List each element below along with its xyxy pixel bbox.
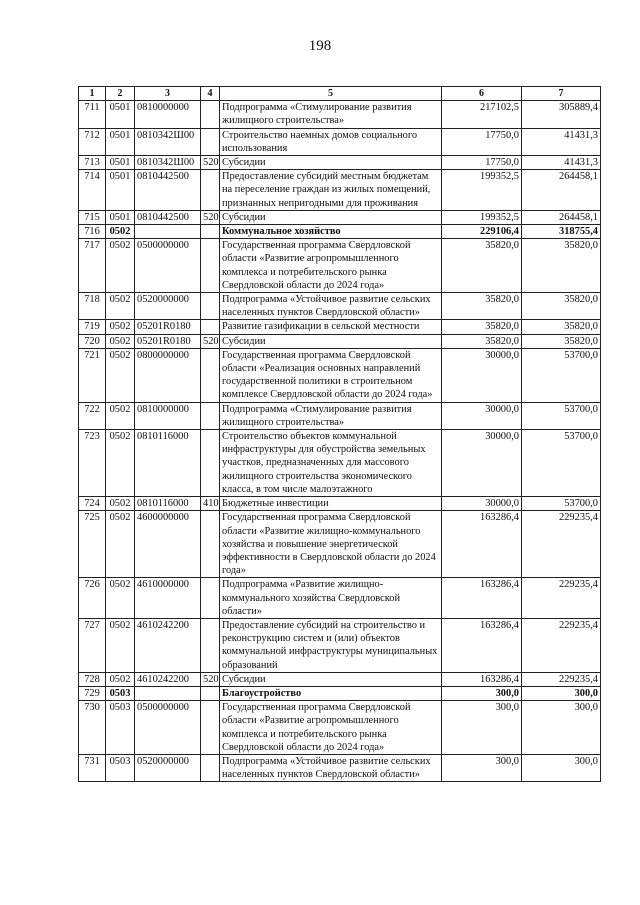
section-code: 0502 (106, 497, 135, 511)
header-cell: 7 (522, 87, 601, 101)
target-code: 05201R0180 (135, 320, 201, 334)
amount-year-2: 229235,4 (522, 511, 601, 578)
expense-type (201, 511, 220, 578)
table-row (79, 578, 601, 619)
section-code: 0501 (106, 170, 135, 211)
target-code: 0810442500 (135, 210, 201, 224)
expense-type (201, 293, 220, 320)
item-name: Предоставление субсидий местным бюджетам на переселение граждан из жилых помещений, признанных непригодными для проживания (220, 170, 442, 211)
item-name: Подпрограмма «Стимулирование развития жилищного строительства» (220, 101, 442, 128)
expense-type (201, 754, 220, 781)
amount-year-1: 163286,4 (442, 672, 522, 686)
row-number: 712 (79, 128, 106, 155)
table-row (79, 128, 601, 155)
item-name: Государственная программа Свердловской области «Развитие жилищно-коммунального хозяйства и повышение энергетической эффективности в Свердловской области до 2024 года» (220, 511, 442, 578)
amount-year-1: 217102,5 (442, 101, 522, 128)
table-row (79, 170, 601, 211)
row-number: 720 (79, 334, 106, 348)
target-code: 4610242200 (135, 672, 201, 686)
page-number: 198 (308, 38, 332, 54)
amount-year-1: 35820,0 (442, 320, 522, 334)
item-name: Строительство объектов коммунальной инфраструктуры для обустройства земельных участков, предназначенных для массового жилищного строительства экономического класса, в том числе малоэтажного (220, 430, 442, 497)
item-name: Государственная программа Свердловской области «Развитие агропромышленного комплекса и потребительского рынка Свердловской области до 2024 года» (220, 701, 442, 755)
section-code: 0502 (106, 334, 135, 348)
expense-type (201, 402, 220, 429)
header-cell: 6 (442, 87, 522, 101)
header-cell: 2 (106, 87, 135, 101)
expense-type: 520 (201, 210, 220, 224)
target-code: 0520000000 (135, 754, 201, 781)
amount-year-1: 300,0 (442, 686, 522, 700)
table-row (79, 156, 601, 170)
target-code: 0810000000 (135, 402, 201, 429)
amount-year-1: 199352,5 (442, 170, 522, 211)
amount-year-1: 163286,4 (442, 618, 522, 672)
row-number: 715 (79, 210, 106, 224)
amount-year-2: 229235,4 (522, 578, 601, 619)
section-code: 0503 (106, 701, 135, 755)
section-code: 0502 (106, 348, 135, 402)
amount-year-1: 30000,0 (442, 430, 522, 497)
amount-year-1: 17750,0 (442, 156, 522, 170)
item-name: Строительство наемных домов социального использования (220, 128, 442, 155)
table-row (79, 225, 601, 239)
item-name: Субсидии (220, 334, 442, 348)
amount-year-2: 264458,1 (522, 170, 601, 211)
row-number: 729 (79, 686, 106, 700)
budget-table (78, 86, 601, 782)
row-number: 721 (79, 348, 106, 402)
row-number: 730 (79, 701, 106, 755)
header-cell: 1 (79, 87, 106, 101)
expense-type (201, 430, 220, 497)
amount-year-1: 300,0 (442, 701, 522, 755)
header-cell: 5 (220, 87, 442, 101)
item-name: Субсидии (220, 156, 442, 170)
expense-type: 520 (201, 156, 220, 170)
target-code: 0500000000 (135, 239, 201, 293)
amount-year-2: 300,0 (522, 686, 601, 700)
amount-year-2: 305889,4 (522, 101, 601, 128)
row-number: 725 (79, 511, 106, 578)
amount-year-1: 17750,0 (442, 128, 522, 155)
amount-year-2: 53700,0 (522, 430, 601, 497)
header-cell: 4 (201, 87, 220, 101)
table-row (79, 101, 601, 128)
item-name: Развитие газификации в сельской местности (220, 320, 442, 334)
row-number: 718 (79, 293, 106, 320)
row-number: 716 (79, 225, 106, 239)
target-code (135, 225, 201, 239)
section-code: 0501 (106, 101, 135, 128)
table-row (79, 320, 601, 334)
section-code: 0502 (106, 618, 135, 672)
amount-year-1: 163286,4 (442, 511, 522, 578)
table-row (79, 701, 601, 755)
amount-year-2: 300,0 (522, 701, 601, 755)
amount-year-2: 229235,4 (522, 672, 601, 686)
section-code: 0502 (106, 430, 135, 497)
table-row (79, 672, 601, 686)
section-code: 0501 (106, 156, 135, 170)
expense-type (201, 578, 220, 619)
section-code: 0502 (106, 578, 135, 619)
target-code: 0810116000 (135, 430, 201, 497)
target-code: 0500000000 (135, 701, 201, 755)
expense-type (201, 239, 220, 293)
amount-year-2: 35820,0 (522, 320, 601, 334)
amount-year-2: 41431,3 (522, 128, 601, 155)
expense-type (201, 686, 220, 700)
amount-year-1: 30000,0 (442, 402, 522, 429)
item-name: Подпрограмма «Стимулирование развития жилищного строительства» (220, 402, 442, 429)
row-number: 722 (79, 402, 106, 429)
section-code: 0502 (106, 239, 135, 293)
table-row (79, 754, 601, 781)
item-name: Подпрограмма «Устойчивое развитие сельских населенных пунктов Свердловской области» (220, 754, 442, 781)
row-number: 713 (79, 156, 106, 170)
amount-year-2: 53700,0 (522, 497, 601, 511)
table-row (79, 348, 601, 402)
amount-year-2: 264458,1 (522, 210, 601, 224)
item-name: Государственная программа Свердловской области «Реализация основных направлений государственной политики в строительном комплексе Свердловской области до 2024 года» (220, 348, 442, 402)
row-number: 711 (79, 101, 106, 128)
amount-year-2: 35820,0 (522, 293, 601, 320)
table-row (79, 402, 601, 429)
target-code: 0810116000 (135, 497, 201, 511)
table-row (79, 430, 601, 497)
section-code: 0503 (106, 754, 135, 781)
amount-year-2: 35820,0 (522, 239, 601, 293)
item-name: Коммунальное хозяйство (220, 225, 442, 239)
amount-year-1: 30000,0 (442, 497, 522, 511)
target-code: 05201R0180 (135, 334, 201, 348)
expense-type: 520 (201, 672, 220, 686)
item-name: Бюджетные инвестиции (220, 497, 442, 511)
expense-type (201, 348, 220, 402)
target-code: 0520000000 (135, 293, 201, 320)
table-body (79, 101, 601, 782)
item-name: Субсидии (220, 672, 442, 686)
section-code: 0503 (106, 686, 135, 700)
expense-type (201, 128, 220, 155)
header-row (79, 87, 601, 101)
row-number: 731 (79, 754, 106, 781)
row-number: 726 (79, 578, 106, 619)
amount-year-1: 300,0 (442, 754, 522, 781)
row-number: 717 (79, 239, 106, 293)
amount-year-2: 229235,4 (522, 618, 601, 672)
item-name: Субсидии (220, 210, 442, 224)
expense-type (201, 225, 220, 239)
target-code: 4610242200 (135, 618, 201, 672)
amount-year-1: 35820,0 (442, 293, 522, 320)
target-code (135, 686, 201, 700)
table-row (79, 686, 601, 700)
section-code: 0501 (106, 210, 135, 224)
amount-year-1: 30000,0 (442, 348, 522, 402)
expense-type (201, 618, 220, 672)
target-code: 0800000000 (135, 348, 201, 402)
table-row (79, 334, 601, 348)
table-row (79, 511, 601, 578)
target-code: 0810000000 (135, 101, 201, 128)
expense-type (201, 170, 220, 211)
amount-year-2: 300,0 (522, 754, 601, 781)
item-name: Предоставление субсидий на строительство и реконструкцию систем и (или) объектов коммунальной инфраструктуры муниципальных образований (220, 618, 442, 672)
item-name: Подпрограмма «Устойчивое развитие сельских населенных пунктов Свердловской области» (220, 293, 442, 320)
section-code: 0502 (106, 672, 135, 686)
amount-year-1: 35820,0 (442, 239, 522, 293)
target-code: 0810342Ш00 (135, 128, 201, 155)
amount-year-2: 41431,3 (522, 156, 601, 170)
section-code: 0502 (106, 293, 135, 320)
table-row (79, 497, 601, 511)
section-code: 0502 (106, 225, 135, 239)
amount-year-2: 53700,0 (522, 348, 601, 402)
amount-year-2: 35820,0 (522, 334, 601, 348)
target-code: 0810442500 (135, 170, 201, 211)
row-number: 727 (79, 618, 106, 672)
table-row (79, 293, 601, 320)
expense-type (201, 320, 220, 334)
section-code: 0502 (106, 320, 135, 334)
section-code: 0501 (106, 128, 135, 155)
expense-type (201, 701, 220, 755)
item-name: Подпрограмма «Развитие жилищно-коммунального хозяйства Свердловской области» (220, 578, 442, 619)
item-name: Благоустройство (220, 686, 442, 700)
row-number: 719 (79, 320, 106, 334)
amount-year-2: 53700,0 (522, 402, 601, 429)
section-code: 0502 (106, 511, 135, 578)
header-cell: 3 (135, 87, 201, 101)
expense-type (201, 101, 220, 128)
table-row (79, 239, 601, 293)
table-row (79, 618, 601, 672)
amount-year-1: 229106,4 (442, 225, 522, 239)
amount-year-1: 35820,0 (442, 334, 522, 348)
expense-type: 520 (201, 334, 220, 348)
amount-year-1: 163286,4 (442, 578, 522, 619)
expense-type: 410 (201, 497, 220, 511)
row-number: 723 (79, 430, 106, 497)
table-row (79, 210, 601, 224)
row-number: 728 (79, 672, 106, 686)
amount-year-2: 318755,4 (522, 225, 601, 239)
target-code: 4610000000 (135, 578, 201, 619)
row-number: 724 (79, 497, 106, 511)
target-code: 0810342Ш00 (135, 156, 201, 170)
item-name: Государственная программа Свердловской области «Развитие агропромышленного комплекса и потребительского рынка Свердловской области до 2024 года» (220, 239, 442, 293)
section-code: 0502 (106, 402, 135, 429)
amount-year-1: 199352,5 (442, 210, 522, 224)
row-number: 714 (79, 170, 106, 211)
target-code: 4600000000 (135, 511, 201, 578)
